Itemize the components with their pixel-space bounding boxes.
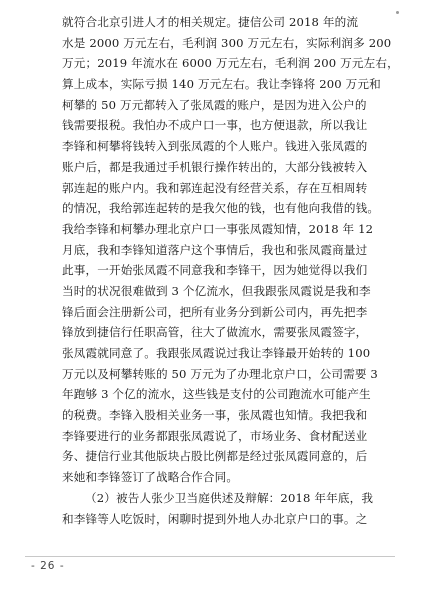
text-line: 我给李锋和柯攀办理北京户口一事张凤霞知情，2018 年 12 [62,221,374,236]
page-number: - 26 - [31,560,65,572]
text-line: 来她和李锋签订了战略合作合同。 [62,470,239,485]
text-line: 钱需要报税。我怕办不成户口一事，也方便退款，所以我让 [62,118,368,133]
text-line: 年跑够 3 个亿的流水，这些钱是支付的公司跑流水可能产生 [62,387,371,402]
paragraph-2-line: （2）被告人张少卫当庭供述及辩解：2018 年年底，我 [85,490,374,505]
text-line: 锋放到捷信行任职高管，往大了做流水，需要张凤霞签字， [62,325,368,340]
text-line: 月底，我和李锋知道落户这个事情后，我也和张凤霞商量过 [62,242,368,257]
text-line: 水是 2000 万元左右，毛利润 300 万元左右，实际利润多 200 [62,35,392,50]
body-text [62,12,400,529]
footer-divider [25,556,395,557]
text-line: 李锋要进行的业务都跟张凤霞说了，市场业务、食材配送业 [62,428,368,443]
text-line: 就符合北京引进人才的相关规定。捷信公司 2018 年的流 [62,15,359,29]
text-line: 万元；2019 年流水在 6000 万元左右，毛利润 200 万元左右， [62,56,399,71]
text-line: 张凤霞就同意了。我跟张凤霞说过我让李锋最开始转的 100 [62,346,371,360]
text-line: 务、捷信行业其他版块占股比例都是经过张凤霞同意的，后 [62,449,368,464]
text-line: 账户后，都是我通过手机银行操作转出的，大部分钱被转入 [62,159,368,174]
text-line: 柯攀的 50 万元都转入了张凤霞的账户，是因为进入公户的 [62,97,367,112]
text-line: 此事，一开始张凤霞不同意我和李锋干，因为她觉得以我们 [62,263,368,278]
text-line: 算上成本，实际亏损 140 万元左右。我让李锋将 200 万元和 [62,77,381,92]
text-line: 当时的状况很难做到 3 个亿流水，但我跟张凤霞说是我和李 [62,283,371,298]
text-line: 的情况，我给郭连起转的是我欠他的钱，也有他向我借的钱。 [62,201,380,216]
text-line: 万元以及柯攀转账的 50 万元为了办理北京户口，公司需要 3 [62,366,378,381]
text-line: 锋后面会注册新公司，把所有业务分到新公司内，再先把李 [62,304,368,319]
text-line: 李锋和柯攀将钱转入到张凤霞的个人账户。钱进入张凤霞的 [62,139,368,154]
text-line: 的税费。李锋入股相关业务一事，张凤霞也知情。我把我和 [62,408,368,423]
paragraph-2-line: 和李锋等人吃饭时，闲聊时提到外地人办北京户口的事。之 [62,511,368,526]
text-line: 郭连起的账户内。我和郭连起没有经营关系，存在互相周转 [62,180,368,195]
